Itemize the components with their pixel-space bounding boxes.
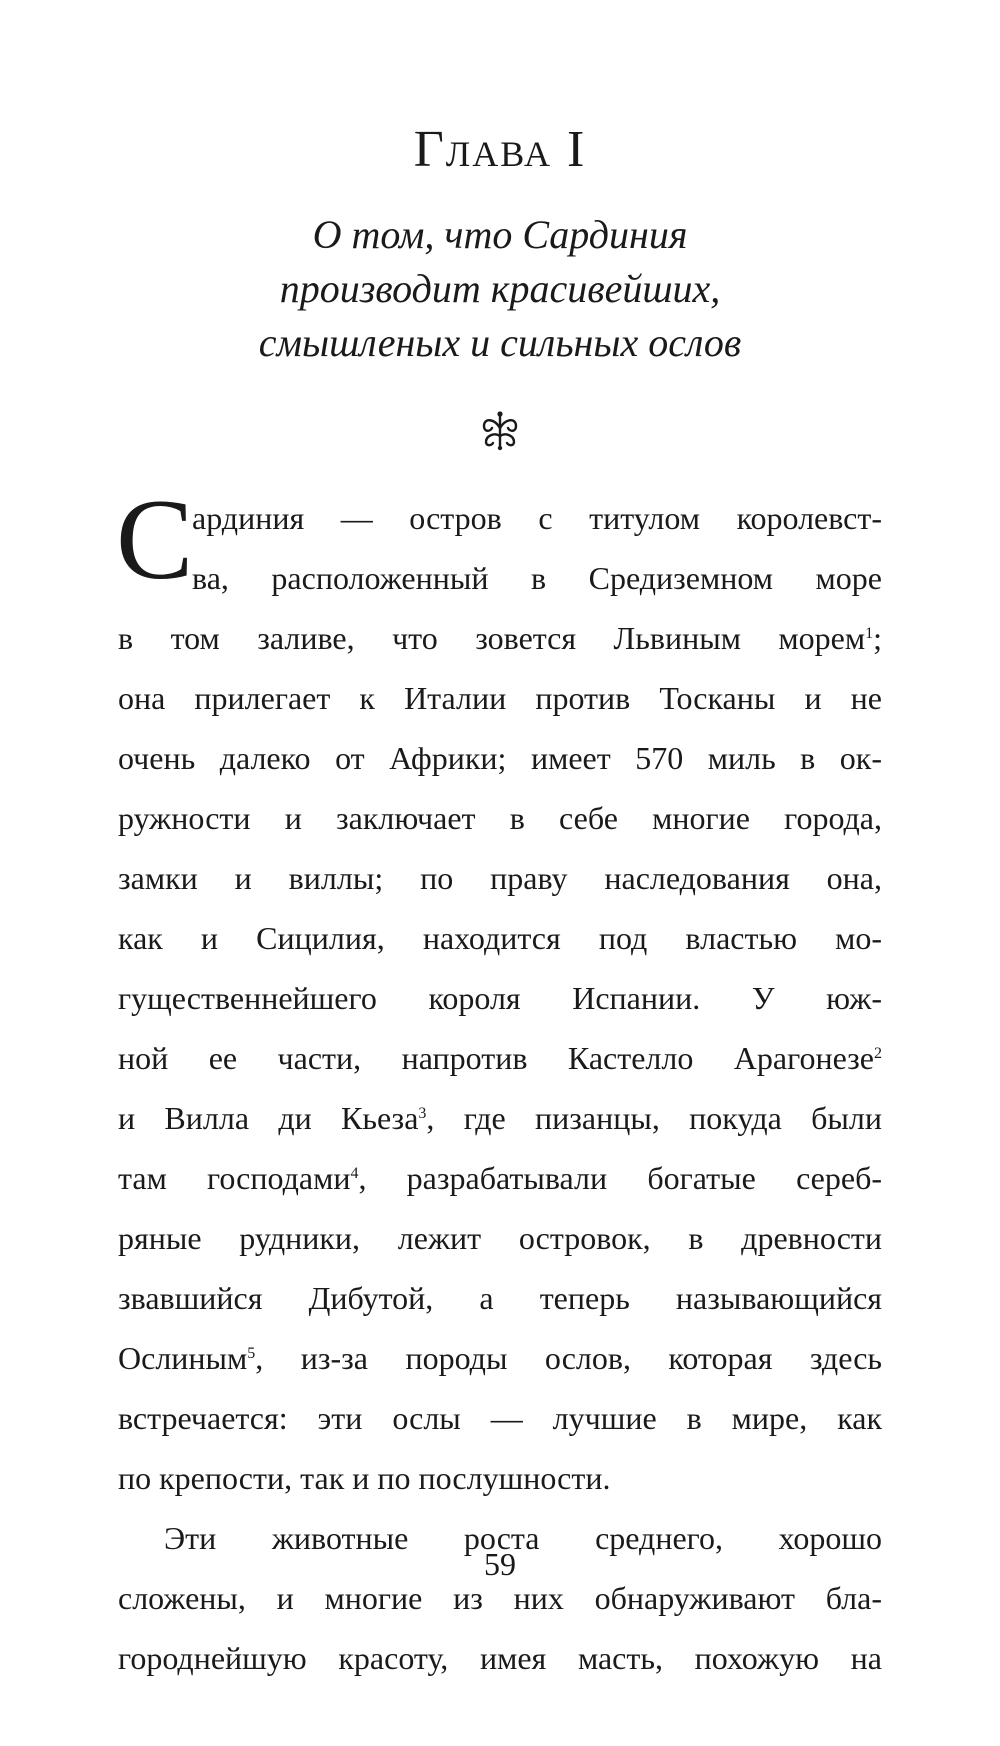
text-line: ряные рудники, лежит островок, в древности: [118, 1220, 882, 1256]
text-line: ной ее части, напротив Кастелло Арагонезе$^2$: [118, 1040, 882, 1076]
text-line: Ослиным$^5$, из-за породы ослов, которая здесь: [118, 1340, 882, 1376]
text-line: Эти животные роста среднего, хорошо: [164, 1520, 882, 1556]
text-line: ва, расположенный в Средиземном море: [192, 560, 882, 596]
text-line: по крепости, так и по послушности.: [118, 1460, 611, 1496]
text-line: сложены, и многие из них обнаруживают бла-: [118, 1580, 882, 1616]
footnote-marker: 2: [874, 1045, 882, 1062]
footnote-marker: 1: [865, 625, 874, 642]
text-line: там господами$^4$, разрабатывали богатые сереб-: [118, 1160, 883, 1196]
subtitle-line: производит красивейших,: [279, 266, 721, 311]
chapter-title: Глава I: [413, 121, 587, 178]
text-line: ардиния — остров с титулом королевст-: [192, 500, 882, 536]
text-line: она прилегает к Италии против Тосканы и не: [118, 680, 882, 716]
body-text: [116, 476, 883, 1688]
text-line: и Вилла ди Кьеза$^3$, где пизанцы, покуда были: [118, 1100, 883, 1136]
text-line: гущественнейшего короля Испании. У юж-: [118, 980, 882, 1016]
footnote-marker: 3: [418, 1105, 427, 1122]
text-line: встречается: эти ослы — лучшие в мире, как: [118, 1400, 882, 1436]
text-line: городнейшую красоту, имея масть, похожую на: [118, 1640, 882, 1676]
footnote-marker: 5: [247, 1345, 256, 1362]
text-line: ружности и заключает в себе многие города,: [118, 800, 882, 836]
drop-cap: С: [116, 476, 194, 604]
fleuron-ornament-icon: [478, 408, 522, 452]
chapter-subtitle: [0, 208, 1000, 370]
footnote-marker: 4: [350, 1165, 359, 1182]
page-number: 59: [484, 1546, 516, 1582]
text-line: очень далеко от Африки; имеет 570 миль в ок-: [118, 740, 882, 776]
text-line: как и Сицилия, находится под властью мо-: [118, 920, 882, 956]
subtitle-line: О том, что Сардиния: [312, 212, 688, 257]
text-line: в том заливе, что зовется Львиным морем$^1$;: [118, 620, 882, 656]
text-line: замки и виллы; по праву наследования она,: [118, 860, 882, 896]
text-line: звавшийся Дибутой, а теперь называющийся: [118, 1280, 882, 1316]
subtitle-line: смышленых и сильных ослов: [258, 320, 742, 365]
